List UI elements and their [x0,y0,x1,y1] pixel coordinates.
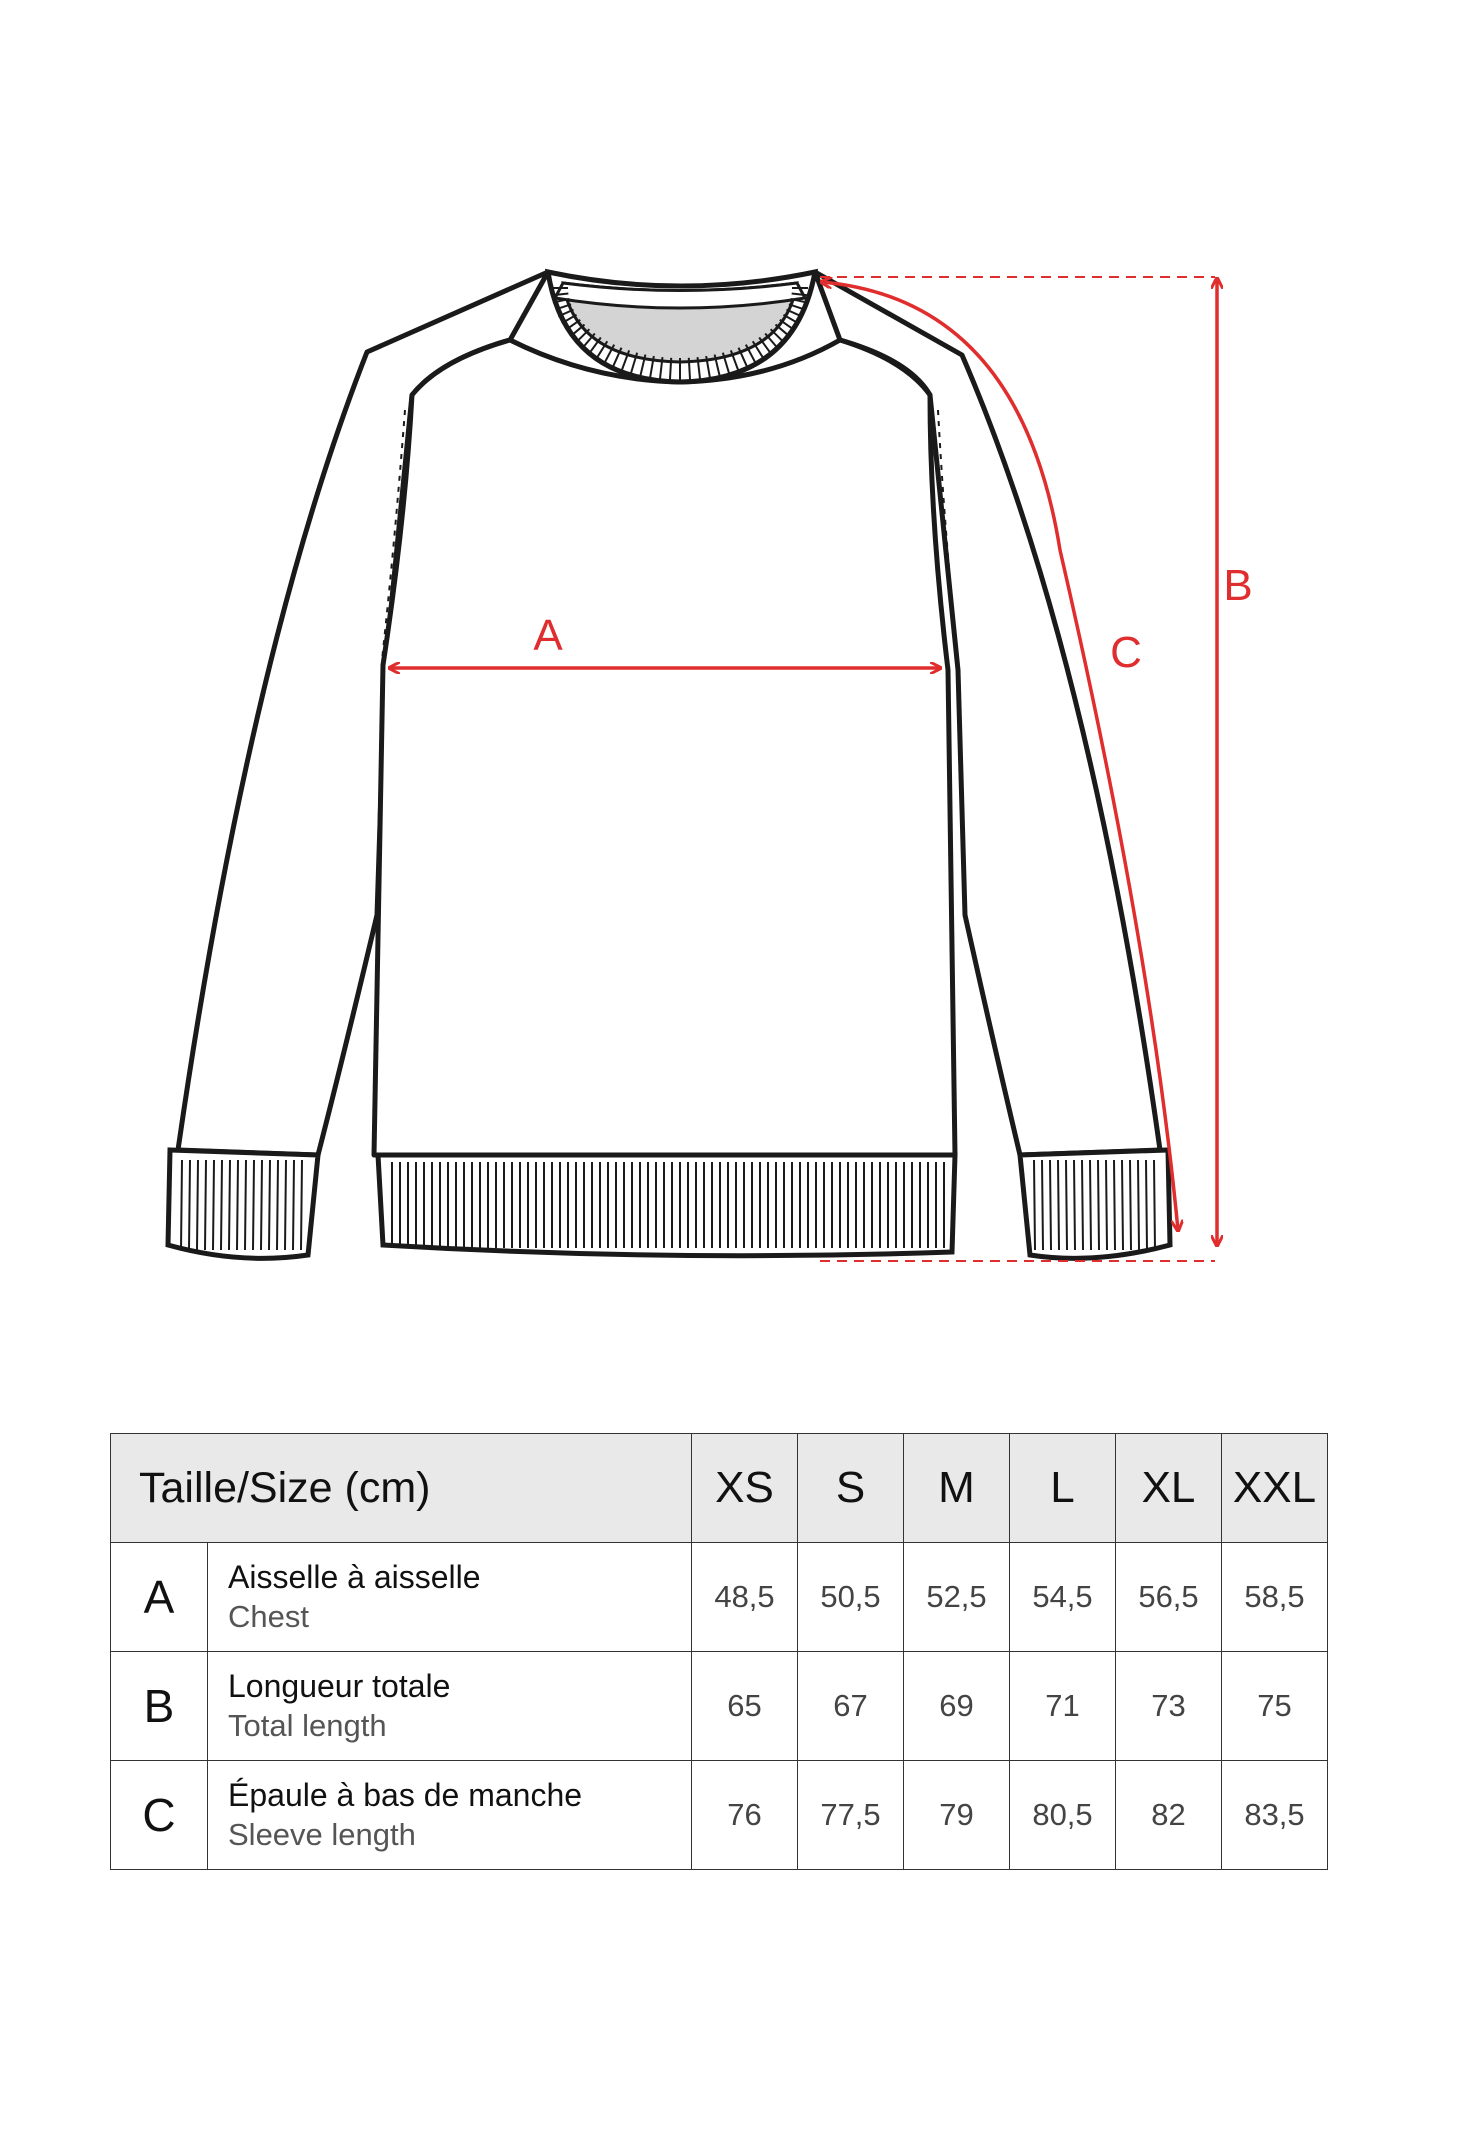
size-table [110,1433,1328,1870]
ribbed-cuffs-hem [168,1150,1170,1258]
size-header: S [798,1434,904,1543]
table-cell: 76 [692,1761,798,1870]
table-cell: 83,5 [1222,1761,1328,1870]
rib-line [285,1160,286,1250]
rib-line [229,1160,230,1250]
table-cell: 67 [798,1652,904,1761]
rib-line [1154,1160,1155,1250]
rib-line [1074,1160,1075,1250]
rib-line [221,1160,222,1250]
size-header: L [1010,1434,1116,1543]
rib-line [1098,1160,1099,1250]
table-cell: 73 [1116,1652,1222,1761]
table-cell: 56,5 [1116,1543,1222,1652]
rib-line [277,1160,278,1250]
table-cell: 54,5 [1010,1543,1116,1652]
table-row [111,1543,1328,1652]
table-title: Taille/Size (cm) [111,1434,692,1543]
rib-line [301,1160,302,1250]
rib-line [670,358,671,380]
table-cell: 77,5 [798,1761,904,1870]
table-row [111,1652,1328,1761]
table-header-row [111,1434,1328,1543]
label-english: Chest [228,1599,309,1634]
rib-line [1042,1160,1043,1250]
row-label [208,1652,692,1761]
rib-line [689,358,690,380]
label-french: Épaule à bas de manche [228,1777,583,1813]
table-cell: 50,5 [798,1543,904,1652]
table-cell: 48,5 [692,1543,798,1652]
rib-line [1050,1160,1051,1250]
table-cell: 58,5 [1222,1543,1328,1652]
rib-line [181,1160,182,1250]
rib-line [1146,1160,1147,1250]
table-cell: 69 [904,1652,1010,1761]
rib-line [1082,1160,1083,1250]
rib-line [237,1160,238,1250]
size-header: XL [1116,1434,1222,1543]
rib-line [213,1160,214,1250]
rib-line [293,1160,294,1250]
label-french: Longueur totale [228,1668,451,1704]
table-cell: 79 [904,1761,1010,1870]
rib-line [1114,1160,1115,1250]
label-french: Aisselle à aisselle [228,1559,481,1595]
rib-line [253,1160,254,1250]
row-letter: C [111,1761,208,1870]
rib-line [1122,1160,1123,1250]
size-header: M [904,1434,1010,1543]
rib-line [261,1160,262,1250]
rib-line [1138,1160,1139,1250]
rib-line [245,1160,246,1250]
label-english: Total length [228,1708,387,1743]
table-cell: 52,5 [904,1543,1010,1652]
rib-line [205,1160,206,1250]
table-row [111,1761,1328,1870]
rib-line [1130,1160,1131,1250]
table-cell: 82 [1116,1761,1222,1870]
row-letter: A [111,1543,208,1652]
size-header: XXL [1222,1434,1328,1543]
label-a: A [533,611,563,660]
table-cell: 80,5 [1010,1761,1116,1870]
rib-line [1058,1160,1059,1250]
rib-line [1066,1160,1067,1250]
rib-line [197,1160,198,1250]
row-letter: B [111,1652,208,1761]
label-c: C [1110,628,1142,677]
rib-line [1034,1160,1035,1250]
rib-line [1090,1160,1091,1250]
row-label [208,1543,692,1652]
rib-line [189,1160,190,1250]
table-cell: 75 [1222,1652,1328,1761]
label-english: Sleeve length [228,1817,416,1852]
rib-line [1106,1160,1107,1250]
rib-line [269,1160,270,1250]
table-cell: 65 [692,1652,798,1761]
row-label [208,1761,692,1870]
size-header: XS [692,1434,798,1543]
table-cell: 71 [1010,1652,1116,1761]
label-b: B [1223,561,1253,610]
